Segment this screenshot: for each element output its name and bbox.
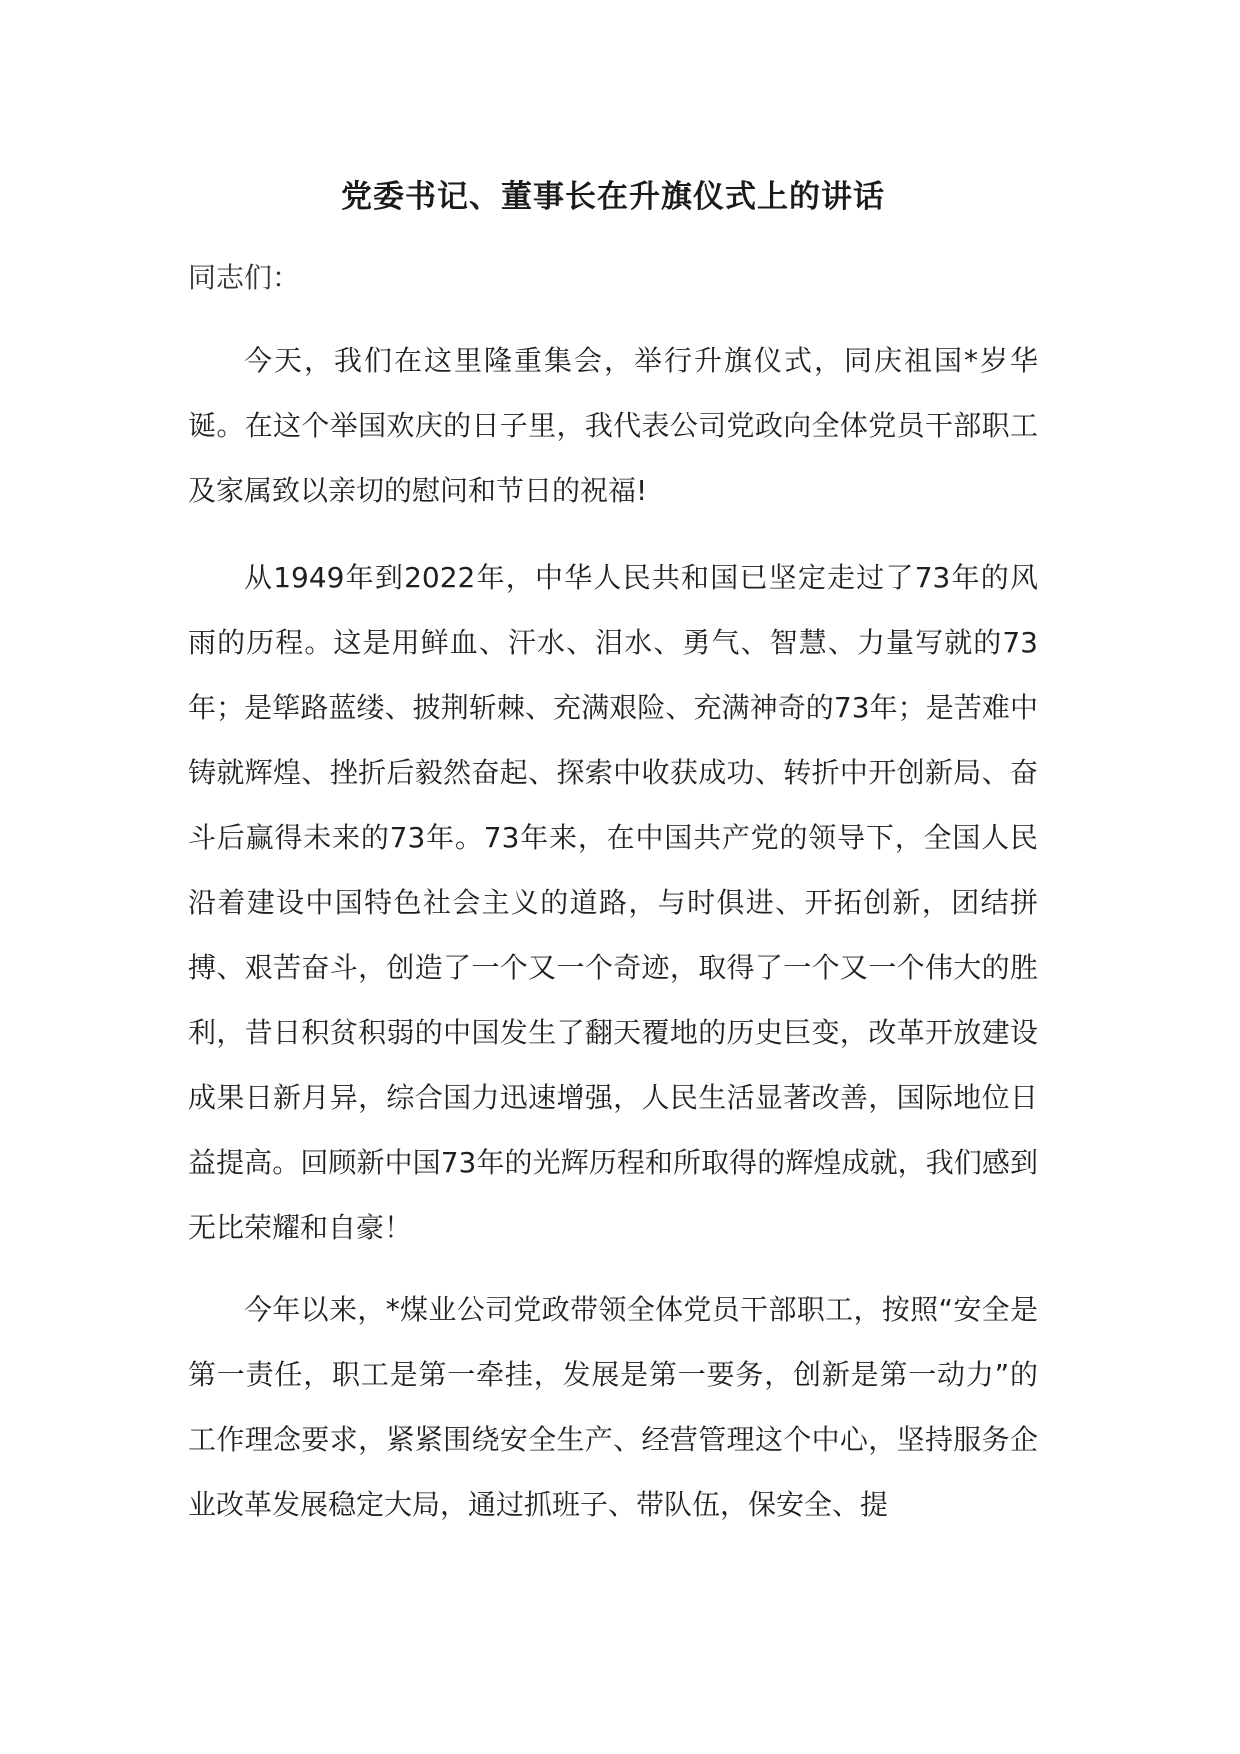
paragraph-company-work: 今年以来，*煤业公司党政带领全体党员干部职工，按照“安全是第一责任，职工是第一牵挂，发展是第一要务，创新是第一动力”的工作理念要求，紧紧围绕安全生产、经营管理这个中心，坚持服务企业改革发展稳定大局，通过抓班子、带队伍，保安全、提 <box>188 1293 1038 1521</box>
paragraph-history: 从1949年到2022年，中华人民共和国已坚定走过了73年的风雨的历程。这是用鲜血、汗水、泪水、勇气、智慧、力量写就的73年；是筚路蓝缕、披荆斩棘、充满艰险、充满神奇的73年；是苦难中铸就辉煌、挫折后毅然奋起、探索中收获成功、转折中开创新局、奋斗后赢得未来的73年。73年来，在中国共产党的领导下，全国人民沿着建设中国特色社会主义的道路，与时俱进、开拓创新，团结拼搏、艰苦奋斗，创造了一个又一个奇迹，取得了一个又一个伟大的胜利，昔日积贫积弱的中国发生了翻天覆地的历史巨变，改革开放建设成果日新月异，综合国力迅速增强，人民生活显著改善，国际地位日益提高。回顾新中国73年的光辉历程和所取得的辉煌成就，我们感到无比荣耀和自豪！ <box>188 561 1038 1244</box>
document-title: 党委书记、董事长在升旗仪式上的讲话 <box>341 179 885 215</box>
paragraph-celebration: 今天，我们在这里隆重集会，举行升旗仪式，同庆祖国*岁华诞。在这个举国欢庆的日子里，我代表公司党政向全体党员干部职工及家属致以亲切的慰问和节日的祝福! <box>188 344 1038 507</box>
salutation: 同志们： <box>188 261 301 294</box>
